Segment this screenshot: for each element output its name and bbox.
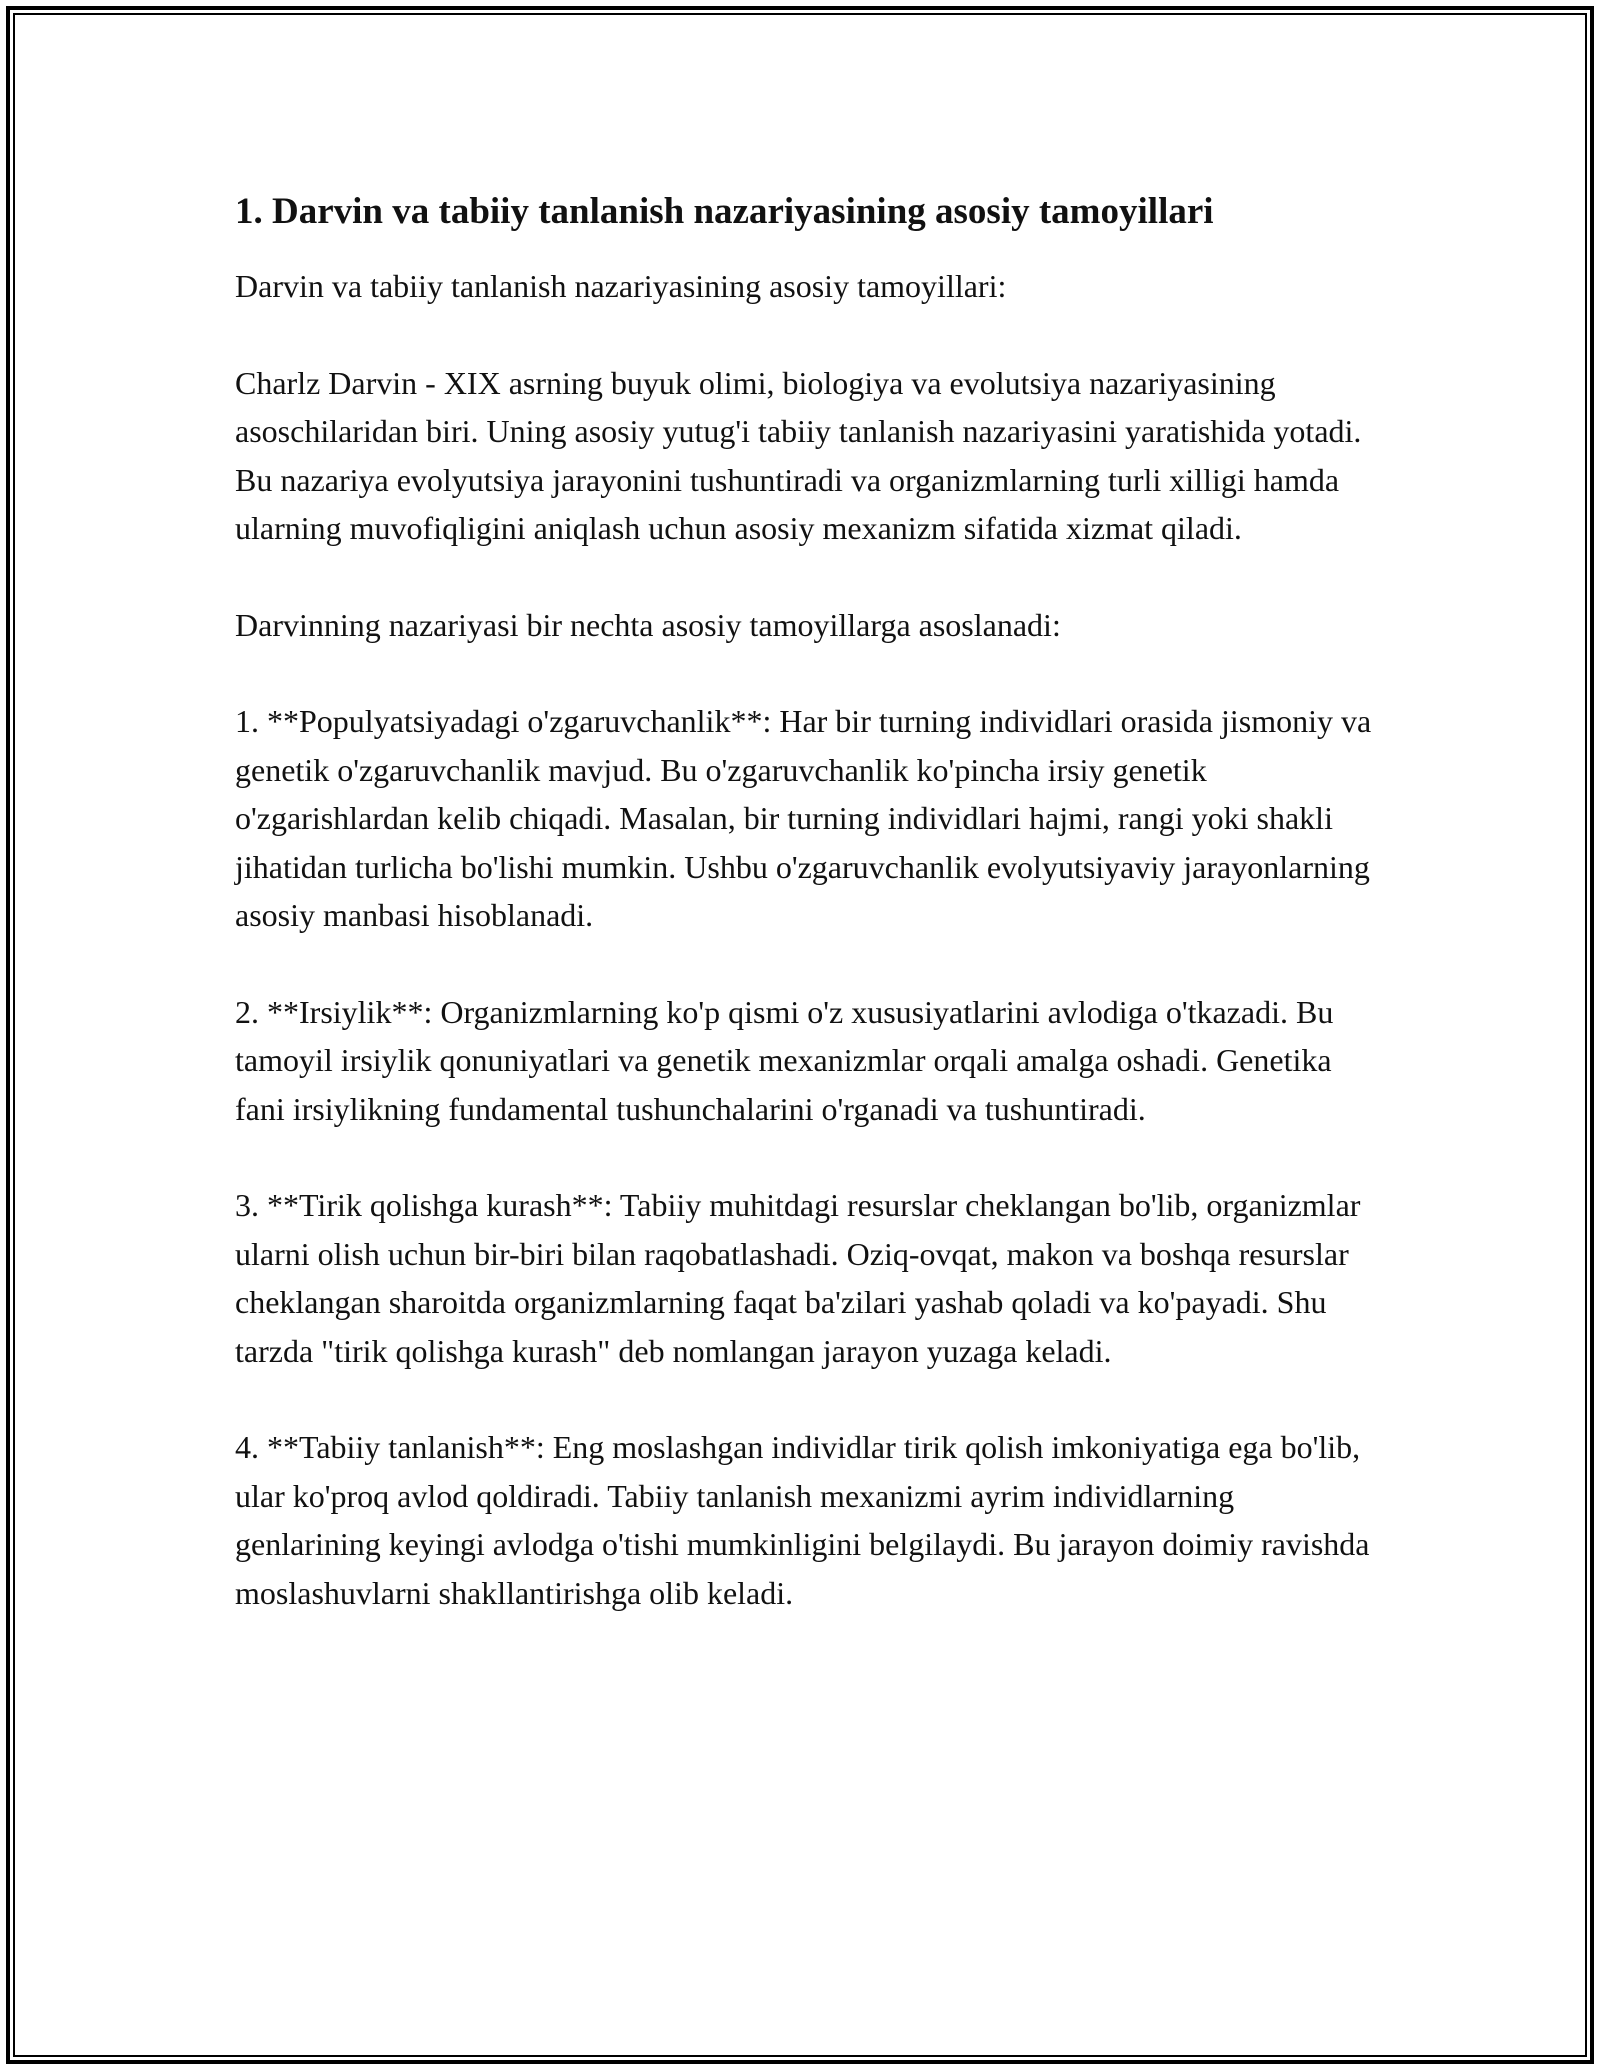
paragraph-principles-lead: Darvinning nazariyasi bir nechta asosiy tamoyillarga asoslanadi: xyxy=(235,606,1061,643)
document-title: 1. Darvin va tabiiy tanlanish nazariyasining asosiy tamoyillari xyxy=(235,191,1214,232)
paragraph-principle-heredity: 2. **Irsiylik**: Organizmlarning ko'p qismi o'z xususiyatlarini avlodiga o'tkazadi. Bu tamoyil irsiylik qonuniyatlari va genetik mexanizmlar orqali amalga oshadi. Genetika fani irsiylikning fundamental tushunchalarini o'rganadi va tushuntiradi. xyxy=(235,993,1334,1127)
paragraph-principle-variation: 1. **Populyatsiyadagi o'zgaruvchanlik**: Har bir turning individlari orasida jismoniy va genetik o'zgaruvchanlik mavjud. Bu o'zgaruvchanlik ko'pincha irsiy genetik o'zgarishlardan kelib chiqadi. Masalan, bir turning individlari hajmi, rangi yoki shakli jihatidan turlicha bo'lishi mumkin. Ushbu o'zgaruvchanlik evolyutsiyaviy jarayonlarning asosiy manbasi hisoblanadi. xyxy=(235,703,1372,933)
paragraph-intro: Darvin va tabiiy tanlanish nazariyasining asosiy tamoyillari: xyxy=(235,268,1007,304)
paragraph-principle-struggle: 3. **Tirik qolishga kurash**: Tabiiy muhitdagi resurslar cheklangan bo'lib, organizmlar ularni olish uchun bir-biri bilan raqobatlashadi. Oziq-ovqat, makon va boshqa resurslar cheklangan sharoitda organizmlarning faqat ba'zilari yashab qoladi va ko'payadi. Shu tarzda "tirik qolishga kurash" deb nomlangan jarayon yuzaga keladi. xyxy=(235,1187,1361,1369)
paragraph-principle-selection: 4. **Tabiiy tanlanish**: Eng moslashgan individlar tirik qolish imkoniyatiga ega bo'lib, ular ko'proq avlod qoldiradi. Tabiiy tanlanish mexanizmi ayrim individlarning genlarining keyingi avlodga o'tishi mumkinligini belgilaydi. Bu jarayon doimiy ravishda moslashuvlarni shakllantirishga olib keladi. xyxy=(235,1429,1370,1611)
document-body xyxy=(235,188,1385,1617)
paragraph-darwin-bio: Charlz Darvin - XIX asrning buyuk olimi, biologiya va evolutsiya nazariyasining asoschilaridan biri. Uning asosiy yutug'i tabiiy tanlanish nazariyasini yaratishida yotadi. Bu nazariya evolyutsiya jarayonini tushuntiradi va organizmlarning turli xilligi hamda ularning muvofiqligini aniqlash uchun asosiy mexanizm sifatida xizmat qiladi. xyxy=(235,364,1362,546)
